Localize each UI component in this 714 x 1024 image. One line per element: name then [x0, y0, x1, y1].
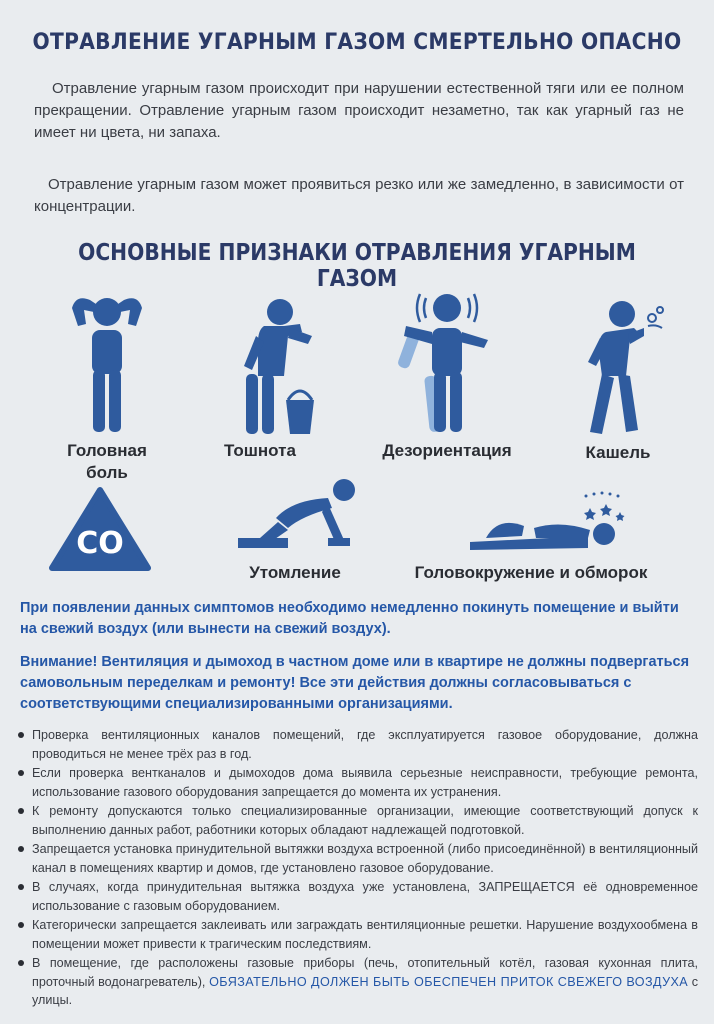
co-badge-text: CO: [76, 526, 124, 561]
bullet-icon: [18, 770, 24, 776]
nausea-figure-icon: [228, 296, 328, 441]
bullet-icon: [18, 846, 24, 852]
list-item: В помещение, где расположены газовые приборы (печь, отопительный котёл, газовая кухонная плита, проточный водонагреватель), ОБЯЗАТЕЛЬНО ДОЛЖЕН БЫТЬ ОБЕСПЕЧЕН ПРИТОК СВЕЖЕГО ВОЗДУХА с улицы.: [16, 954, 698, 1010]
leave-room-warning: При появлении данных симптомов необходимо немедленно покинуть помещение и выйти на свежий воздух (или вынести на свежий воздух).: [20, 600, 679, 637]
list-item: К ремонту допускаются только специализированные организации, имеющие соответствующий допуск к выполнению данных работ, работники которых обладают надлежащей подготовкой.: [16, 802, 698, 839]
bullet-icon: [18, 884, 24, 890]
symptom-label-fatigue: Утомление: [249, 563, 341, 582]
intro-paragraph-2: Отравление угарным газом может проявиться резко или же замедленно, в зависимости от концентрации.: [34, 176, 684, 215]
fresh-air-highlight: ОБЯЗАТЕЛЬНО ДОЛЖЕН БЫТЬ ОБЕСПЕЧЕН ПРИТОК СВЕЖЕГО ВОЗДУХА: [209, 974, 689, 989]
attention-warning: Внимание! Вентиляция и дымоход в частном доме или в квартире не должны подвергаться самовольным переделкам и ремонту! Все эти действия должны согласовываться с соответствующими специализированными организациями.: [20, 654, 690, 712]
symptom-label-cough: Кашель: [585, 443, 651, 462]
bullet-icon: [18, 808, 24, 814]
safety-rules-list: [16, 726, 698, 1011]
intro-paragraph-1: Отравление угарным газом происходит при нарушении естественной тяги или ее полном прекращении. Отравление угарным газом происходит незаметно, так как угарный газ не имеет ни цвета, ни запаха.: [34, 80, 684, 141]
disorientation-figure-icon: [392, 286, 502, 436]
list-item: Проверка вентиляционных каналов помещений, где эксплуатируется газовое оборудование, должна проводиться не менее трёх раз в год.: [16, 726, 698, 763]
page-title: ОТРАВЛЕНИЕ УГАРНЫМ ГАЗОМ СМЕРТЕЛЬНО ОПАСНО: [32, 30, 682, 55]
bullet-icon: [18, 960, 24, 966]
headache-figure-icon: [62, 290, 152, 440]
list-item: В случаях, когда принудительная вытяжка воздуха уже установлена, ЗАПРЕЩАЕТСЯ её одновременное использование с газовым оборудованием.: [16, 878, 698, 915]
list-item: Категорически запрещается заклеивать или заграждать вентиляционные решетки. Нарушение воздухообмена в помещении может привести к трагическим последствиям.: [16, 916, 698, 953]
fainting-figure-icon: [464, 486, 630, 556]
symptom-label-fainting: Головокружение и обморок: [414, 563, 648, 582]
list-item: Запрещается установка принудительной вытяжки воздуха встроенной (либо присоединённой) в вентиляционный канал в помещениях квартир и домов, где установлено газовое оборудование.: [16, 840, 698, 877]
cough-figure-icon: [578, 298, 673, 438]
symptom-label-nausea: Тошнота: [224, 441, 296, 460]
list-item: Если проверка вентканалов и дымоходов дома выявила серьезные неисправности, требующие ремонта, использование газового оборудования запрещается до момента их устранения.: [16, 764, 698, 801]
bullet-icon: [18, 732, 24, 738]
symptoms-title: ОСНОВНЫЕ ПРИЗНАКИ ОТРАВЛЕНИЯ УГАРНЫМ ГАЗОМ: [78, 240, 636, 292]
fatigue-figure-icon: [232, 478, 362, 558]
bullet-icon: [18, 922, 24, 928]
symptom-label-headache: Головная боль: [67, 441, 147, 482]
symptom-label-disorientation: Дезориентация: [382, 441, 512, 460]
